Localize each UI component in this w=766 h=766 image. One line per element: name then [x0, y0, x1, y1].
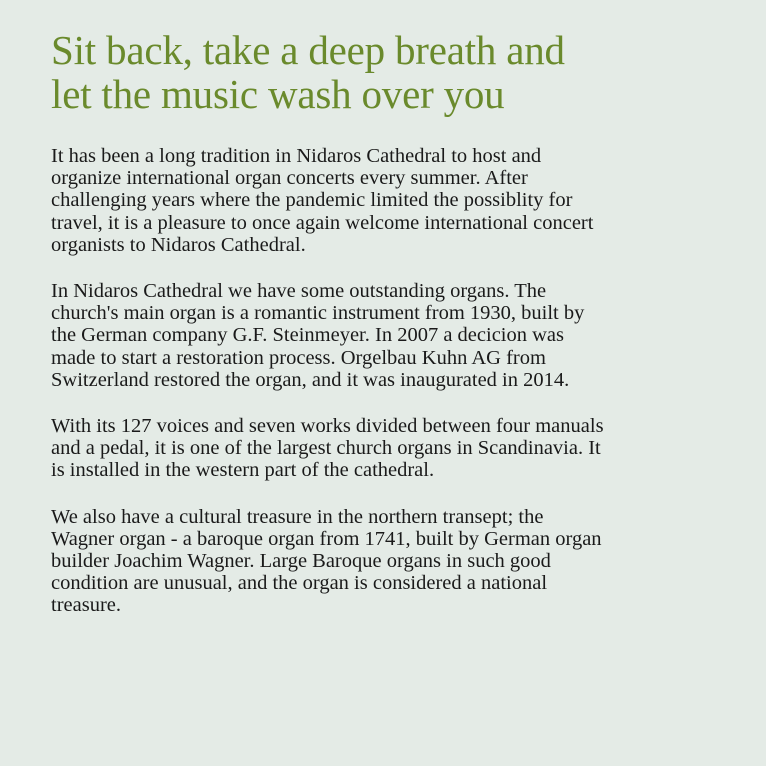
- page-title: Sit back, take a deep breath and let the music wash over you: [51, 27, 565, 117]
- paragraph-wagner-organ: We also have a cultural treasure in the northern transept; the Wagner organ - a baroque organ from 1741, built by German organ builder Joachim Wagner. Large Baroque organs in such good condition are unusual, and the organ is considered a national treasure.: [51, 505, 602, 617]
- paragraph-main-organ: In Nidaros Cathedral we have some outstanding organs. The church's main organ is a romantic instrument from 1930, built by the German company G.F. Steinmeyer. In 2007 a decicion was made to start a restoration process. Orgelbau Kuhn AG from Switzerland restored the organ, and it was inaugurated in 2014.: [51, 280, 585, 391]
- article-body: [51, 145, 726, 617]
- paragraph-tradition: It has been a long tradition in Nidaros Cathedral to host and organize international organ concerts every summer. After challenging years where the pandemic limited the possiblity for travel, it is a pleasure to once again welcome international concert organists to Nidaros Cathedral.: [51, 145, 594, 256]
- paragraph-organ-size: With its 127 voices and seven works divided between four manuals and a pedal, it is one of the largest church organs in Scandinavia. It is installed in the western part of the cathedral.: [51, 415, 604, 482]
